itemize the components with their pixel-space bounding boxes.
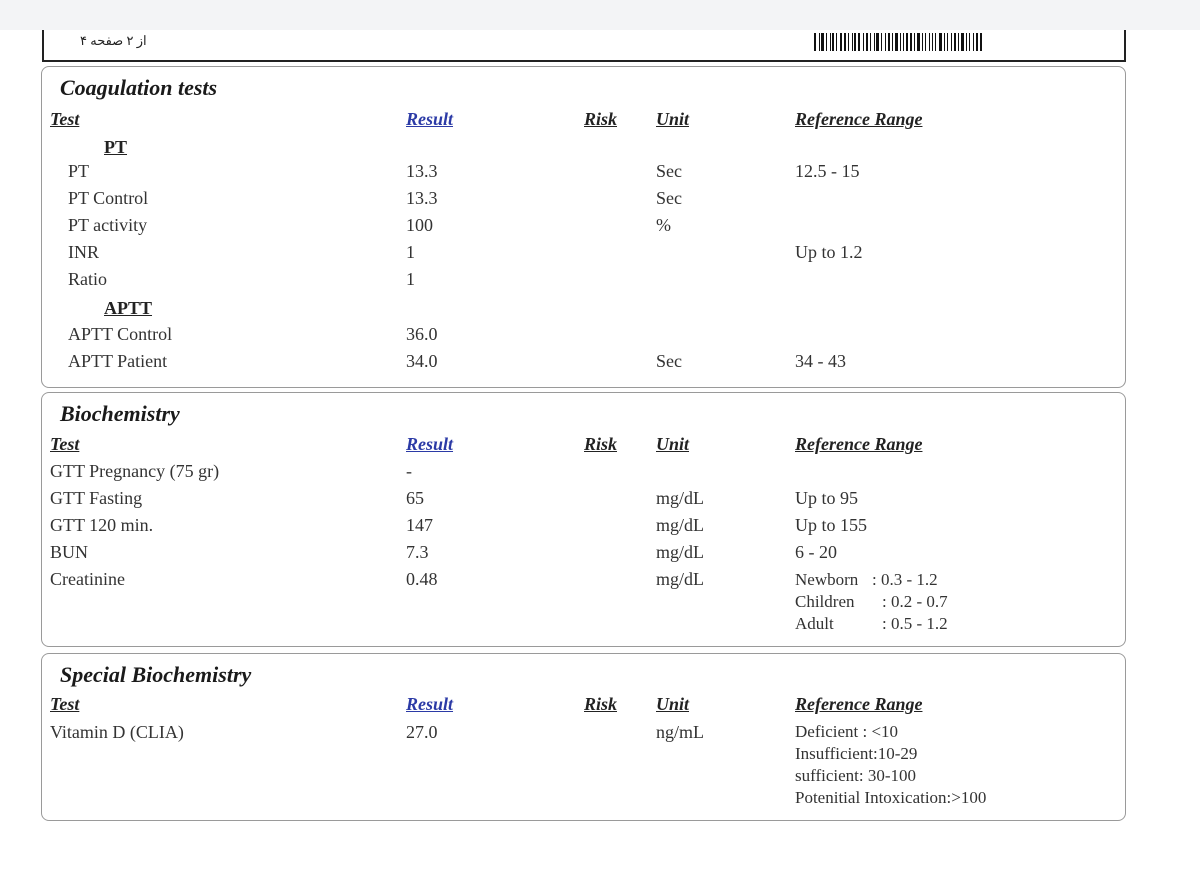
- barcode-bar: [910, 33, 912, 51]
- test-name: APTT Patient: [68, 351, 168, 371]
- col-header-result: Result: [406, 434, 454, 454]
- barcode-bar: [914, 33, 915, 51]
- result-value: 100: [406, 215, 433, 235]
- test-name: GTT 120 min.: [50, 515, 154, 535]
- table-row: [42, 542, 1125, 566]
- unit-value: Sec: [656, 351, 682, 371]
- table-row: [42, 215, 1125, 239]
- barcode-bar: [903, 33, 904, 51]
- test-name: PT Control: [68, 188, 149, 208]
- barcode-bar: [874, 33, 875, 51]
- barcode-bar: [947, 33, 949, 51]
- test-name: Creatinine: [50, 569, 125, 589]
- test-name: PT: [68, 161, 90, 181]
- barcode-bar: [870, 33, 871, 51]
- barcode-bar: [888, 33, 890, 51]
- result-value: 13.3: [406, 188, 438, 208]
- barcode-bar: [821, 33, 823, 51]
- barcode-bar: [854, 33, 856, 51]
- unit-value: Sec: [656, 161, 682, 181]
- barcode-image: [814, 33, 984, 51]
- reference-value: : 0.5 - 1.2: [882, 614, 948, 633]
- page-number: ۴ از ۲ صفحه: [80, 33, 147, 48]
- result-value: 27.0: [406, 722, 438, 742]
- reference-label: Adult: [795, 614, 834, 633]
- top-band: [0, 0, 1200, 30]
- result-value: 1: [406, 269, 415, 289]
- table-row: [42, 324, 1125, 348]
- barcode-bar: [939, 33, 941, 51]
- barcode-bar: [840, 33, 842, 51]
- barcode-bar: [832, 33, 834, 51]
- barcode-bar: [844, 33, 846, 51]
- group-title-pt: PT: [104, 137, 128, 157]
- col-header-risk: Risk: [584, 694, 618, 714]
- unit-value: mg/dL: [656, 488, 704, 508]
- reference-label: Newborn: [795, 570, 859, 589]
- col-header-test: Test: [50, 434, 80, 454]
- table-row: [42, 722, 1125, 746]
- unit-value: %: [656, 215, 671, 235]
- table-row: [42, 242, 1125, 266]
- special-biochemistry-section: [41, 653, 1126, 821]
- result-value: 147: [406, 515, 433, 535]
- table-row: [42, 461, 1125, 485]
- test-name: APTT Control: [68, 324, 173, 344]
- barcode-bar: [848, 33, 849, 51]
- test-name: PT activity: [68, 215, 148, 235]
- result-value: 0.48: [406, 569, 438, 589]
- col-header-result: Result: [406, 694, 454, 714]
- barcode-bar: [863, 33, 864, 51]
- barcode-bar: [932, 33, 933, 51]
- result-value: 36.0: [406, 324, 438, 344]
- unit-value: Sec: [656, 188, 682, 208]
- result-value: -: [406, 461, 412, 481]
- unit-value: mg/dL: [656, 569, 704, 589]
- test-name: GTT Pregnancy (75 gr): [50, 461, 220, 481]
- barcode-bar: [826, 33, 827, 51]
- section-title: Coagulation tests: [60, 75, 218, 100]
- table-row: [42, 515, 1125, 539]
- barcode-bar: [866, 33, 868, 51]
- col-header-risk: Risk: [584, 434, 618, 454]
- col-header-reference: Reference Range: [795, 109, 923, 129]
- barcode-bar: [895, 33, 897, 51]
- barcode-bar: [917, 33, 919, 51]
- col-header-test: Test: [50, 109, 80, 129]
- reference-value: 12.5 - 15: [795, 161, 860, 181]
- barcode-bar: [929, 33, 930, 51]
- barcode-bar: [922, 33, 923, 51]
- barcode-bar: [958, 33, 959, 51]
- barcode-bar: [892, 33, 893, 51]
- col-header-reference: Reference Range: [795, 694, 923, 714]
- barcode-bar: [819, 33, 820, 51]
- table-row: [42, 269, 1125, 293]
- reference-line: Deficient : <10: [795, 722, 899, 741]
- table-row: [42, 488, 1125, 512]
- barcode-bar: [830, 33, 831, 51]
- barcode-bar: [961, 33, 963, 51]
- reference-value: : 0.2 - 0.7: [882, 592, 948, 611]
- section-title: Biochemistry: [60, 401, 180, 426]
- barcode-bar: [976, 33, 978, 51]
- barcode-bar: [954, 33, 956, 51]
- group-title-aptt: APTT: [104, 298, 153, 318]
- unit-value: ng/mL: [656, 722, 704, 742]
- col-header-test: Test: [50, 694, 80, 714]
- barcode-bar: [814, 33, 816, 51]
- col-header-unit: Unit: [656, 434, 690, 454]
- barcode-bar: [944, 33, 945, 51]
- reference-line: Insufficient:10-29: [795, 744, 918, 763]
- barcode-bar: [881, 33, 883, 51]
- table-row: [42, 569, 1125, 593]
- col-header-unit: Unit: [656, 109, 690, 129]
- reference-value: 34 - 43: [795, 351, 846, 371]
- coagulation-section: [41, 66, 1126, 388]
- biochemistry-section: [41, 392, 1126, 647]
- col-header-unit: Unit: [656, 694, 690, 714]
- result-value: 1: [406, 242, 415, 262]
- result-value: 7.3: [406, 542, 429, 562]
- reference-value: : 0.3 - 1.2: [872, 570, 938, 589]
- unit-value: mg/dL: [656, 515, 704, 535]
- barcode-bar: [885, 33, 886, 51]
- table-row: [42, 161, 1125, 185]
- result-value: 13.3: [406, 161, 438, 181]
- reference-line: sufficient: 30-100: [795, 766, 917, 785]
- barcode-bar: [980, 33, 982, 51]
- col-header-reference: Reference Range: [795, 434, 923, 454]
- barcode-bar: [876, 33, 878, 51]
- reference-value: Up to 95: [795, 488, 858, 508]
- barcode-bar: [900, 33, 901, 51]
- barcode-bar: [951, 33, 952, 51]
- unit-value: mg/dL: [656, 542, 704, 562]
- test-name: GTT Fasting: [50, 488, 143, 508]
- result-value: 65: [406, 488, 424, 508]
- result-value: 34.0: [406, 351, 438, 371]
- reference-line: Potenitial Intoxication:>100: [795, 788, 987, 807]
- barcode-bar: [906, 33, 908, 51]
- barcode-bar: [935, 33, 937, 51]
- reference-value: Up to 1.2: [795, 242, 863, 262]
- barcode-bar: [836, 33, 837, 51]
- col-header-risk: Risk: [584, 109, 618, 129]
- col-header-result: Result: [406, 109, 454, 129]
- reference-label: Children: [795, 592, 855, 611]
- test-name: INR: [68, 242, 99, 262]
- barcode-bar: [966, 33, 968, 51]
- reference-value: 6 - 20: [795, 542, 837, 562]
- barcode-bar: [925, 33, 927, 51]
- table-row: [42, 351, 1125, 375]
- barcode-bar: [858, 33, 860, 51]
- test-name: Ratio: [68, 269, 107, 289]
- test-name: BUN: [50, 542, 89, 562]
- test-name: Vitamin D (CLIA): [50, 722, 184, 742]
- section-title: Special Biochemistry: [60, 662, 252, 687]
- barcode-bar: [969, 33, 970, 51]
- table-row: [42, 188, 1125, 212]
- reference-value: Up to 155: [795, 515, 867, 535]
- barcode-bar: [852, 33, 853, 51]
- barcode-bar: [973, 33, 974, 51]
